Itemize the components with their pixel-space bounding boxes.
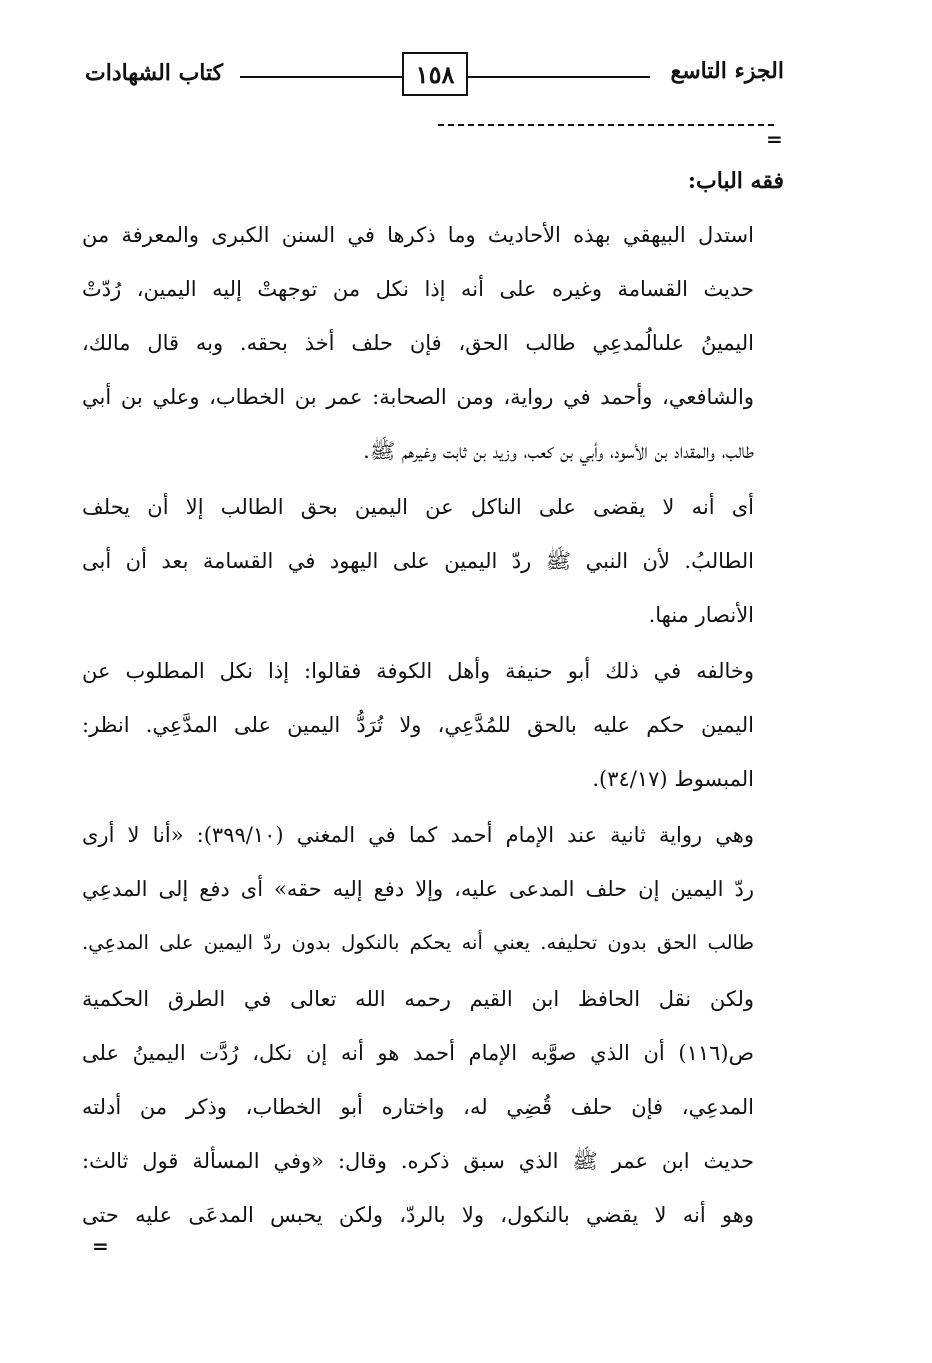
section-title: فقه الباب: xyxy=(687,168,784,194)
text-line: المبسوط (٣٤/١٧). xyxy=(592,767,754,791)
continuation-mark-bottom: = xyxy=(92,1234,109,1258)
text-line: اليمين حكم عليه بالحق للمُدَّعِي، ولا تُرَدُّ اليمين على المدَّعِي. انظر: xyxy=(82,713,754,737)
text-line: الطالبُ. لأن النبي ﷺ ردّ اليمين على اليهود في القسامة بعد أن أبى xyxy=(82,549,754,573)
text-line: ردّ اليمين إن حلف المدعى عليه، وإلا دفع إليه حقه» أى دفع إلى المدعِي xyxy=(82,877,754,901)
continuation-mark-top: = xyxy=(766,127,783,151)
header-rule-right xyxy=(468,76,650,78)
text-line: المدعِي، فإن حلف قُضِي له، واختاره أبو الخطاب، وذكر من أدلته xyxy=(82,1095,754,1119)
text-line: وهي رواية ثانية عند الإمام أحمد كما في المغني (٣٩٩/١٠): «أنا لا أرى xyxy=(82,823,754,847)
text-line: طالب الحق بدون تحليفه. يعني أنه يحكم بالنكول بدون ردّ اليمين على المدعِي. xyxy=(82,931,754,954)
text-line: حديث ابن عمر ﷺ الذي سبق ذكره. وقال: «وفي المسألة قول ثالث: xyxy=(82,1149,754,1173)
text-line: وخالفه في ذلك أبو حنيفة وأهل الكوفة فقالوا: إذا نكل المطلوب عن xyxy=(82,659,754,683)
text-line: أى أنه لا يقضى على الناكل عن اليمين بحق الطالب إلا أن يحلف xyxy=(82,495,754,519)
volume-label: الجزء التاسع xyxy=(670,58,784,84)
page-number: ١٥٨ xyxy=(402,52,468,96)
book-title: كتاب الشهادات xyxy=(85,60,224,86)
header-rule-left xyxy=(240,76,402,78)
text-line: استدل البيهقي بهذه الأحاديث وما ذكرها في السنن الكبرى والمعرفة من xyxy=(82,223,754,247)
text-line: حديث القسامة وغيره على أنه إذا نكل من توجهتْ إليه اليمين، رُدّتْ xyxy=(82,277,754,301)
text-line: ولكن نقل الحافظ ابن القيم رحمه الله تعالى في الطرق الحكمية xyxy=(82,987,754,1011)
header-divider xyxy=(438,124,774,126)
text-line: وهو أنه لا يقضي بالنكول، ولا بالردّ، ولكن يحبس المدعَى عليه حتى xyxy=(82,1203,754,1227)
text-line: طالب، والمقداد بن الأسود، وأبي بن كعب، وزيد بن ثابت وغيرهم ﷺ. xyxy=(363,439,754,463)
text-line: ص(١١٦) أن الذي صوَّبه الإمام أحمد هو أنه إن نكل، رُدَّت اليمينُ على xyxy=(82,1041,754,1065)
text-line: اليمينُ علىالُمدعِي طالب الحق، فإن حلف أخذ بحقه. وبه قال مالك، xyxy=(82,331,754,355)
text-line: الأنصار منها. xyxy=(648,603,754,627)
text-line: والشافعي، وأحمد في رواية، ومن الصحابة: عمر بن الخطاب، وعلي بن أبي xyxy=(82,385,754,409)
